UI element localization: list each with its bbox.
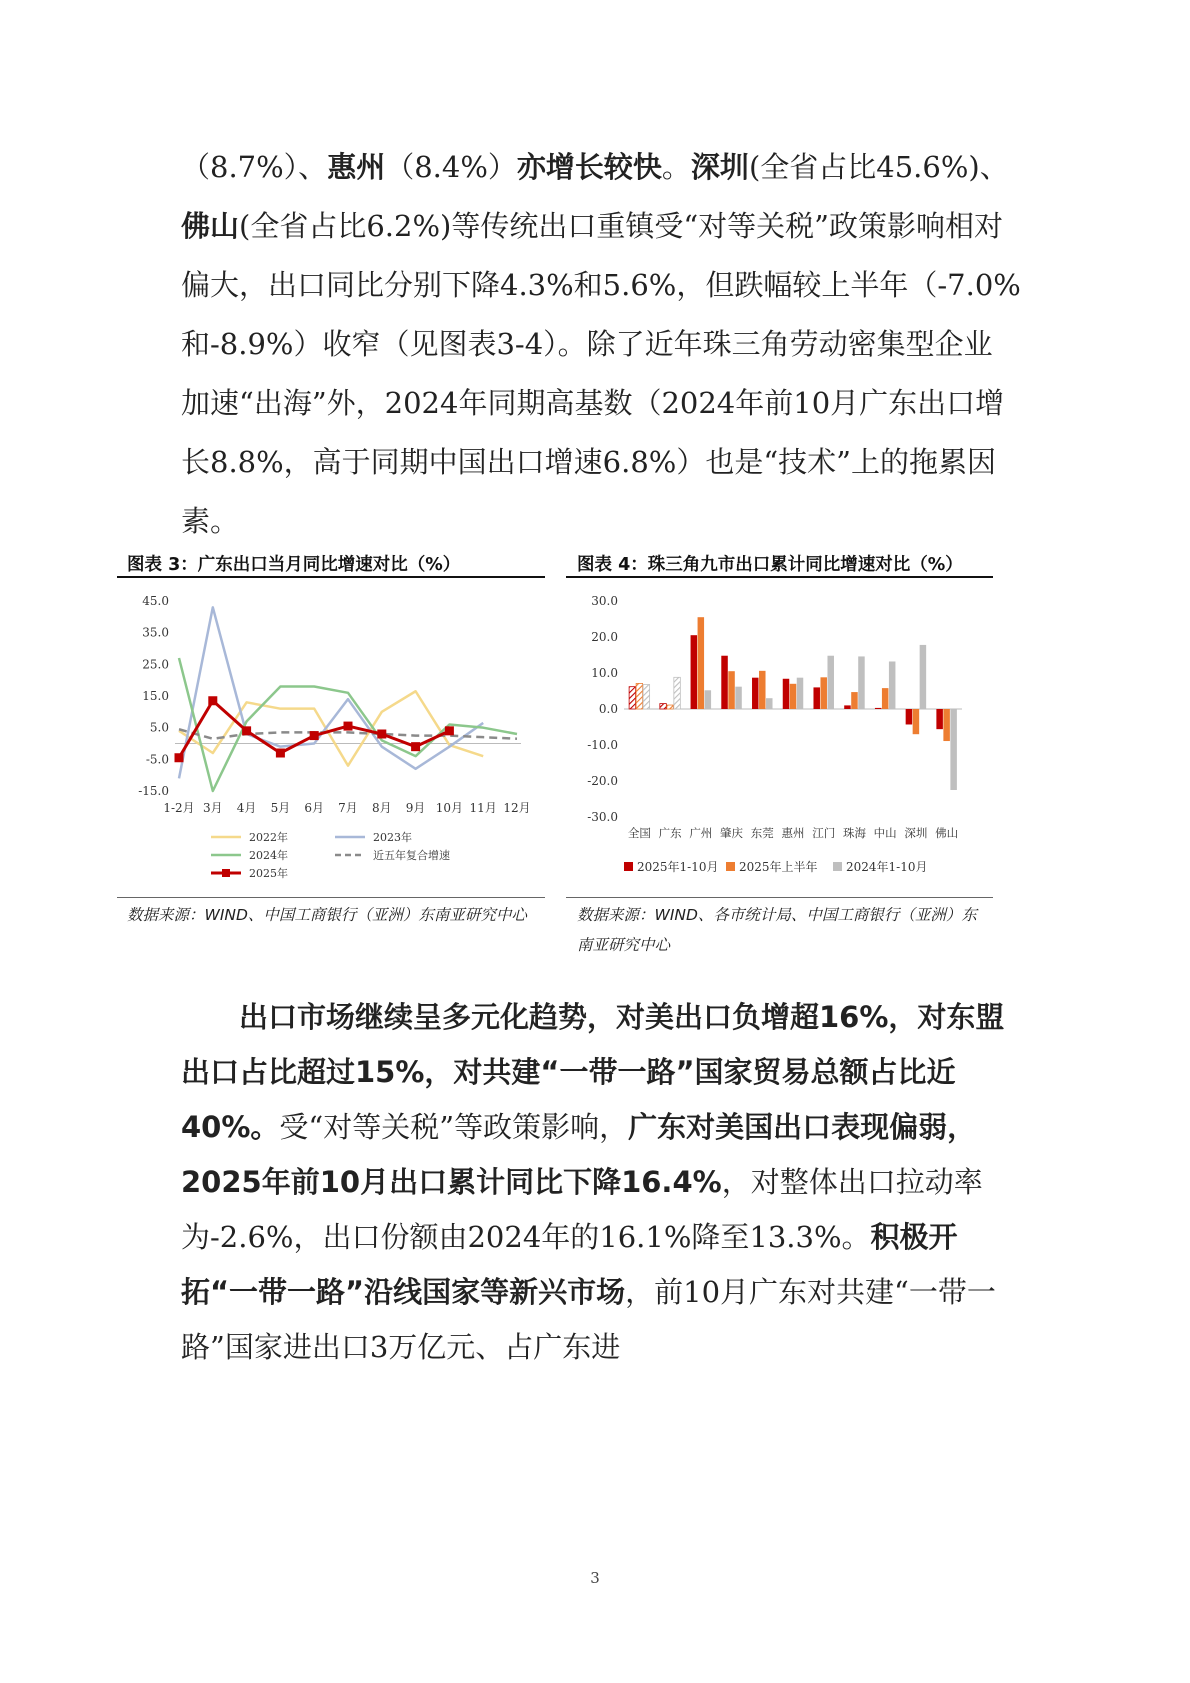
bar <box>674 677 681 709</box>
figure4-top-rule <box>566 576 993 578</box>
legend-label: 2025年1-10月 <box>637 860 719 874</box>
para1-segment: 佛山 <box>181 209 240 243</box>
para2-segment: ，对整体出口拉动率为-2.6%，出口份额由2024年的16.1%降至13.3%。 <box>181 1165 983 1254</box>
x-tick-label: 11月 <box>469 801 497 815</box>
x-tick-label: 4月 <box>236 801 257 815</box>
x-tick-label: 全国 <box>627 826 651 840</box>
figure3-top-rule <box>117 576 545 578</box>
bar <box>882 688 889 709</box>
x-tick-label: 8月 <box>371 801 392 815</box>
paragraph-1 <box>181 138 1021 551</box>
para1-segment: (全省占比6.2%)等传统出口重镇受“对等关税”政策影响相对偏大，出口同比分别下降4.3%和5.6%，但跌幅较上半年（-7.0%和-8.9%）收窄（见图表3-4）。除了近年珠三角劳动密集型企业加速“出海”外，2024年同期高基数（2024年前10月广东出口增长8.8%，高于同期中国出口增速6.8%）也是“技术”上的拖累因素。 <box>181 209 1021 538</box>
bar <box>936 709 943 729</box>
y-tick-label: 15.0 <box>142 689 169 703</box>
figure4-bar-chart <box>566 580 993 890</box>
paragraph-2-text <box>181 990 1021 1375</box>
figure4-title: 图表 4：珠三角九市出口累计同比增速对比（%） <box>577 555 963 575</box>
paragraph-1-text <box>181 138 1021 551</box>
para1-segment: （8.4%） <box>385 150 517 184</box>
bar <box>660 704 667 709</box>
bar <box>950 709 957 790</box>
y-tick-label: 5.0 <box>149 720 169 735</box>
legend-label: 2022年 <box>249 831 288 844</box>
bar <box>643 685 650 709</box>
x-tick-label: 5月 <box>270 801 291 815</box>
bar <box>851 692 858 709</box>
bar <box>766 698 773 709</box>
bar <box>629 687 636 709</box>
x-tick-label: 广东 <box>658 826 682 840</box>
series-point <box>175 753 184 762</box>
para1-segment: （8.7%）、 <box>181 150 328 184</box>
legend-label: 2024年1-10月 <box>846 860 928 874</box>
y-tick-label: -20.0 <box>587 774 618 788</box>
x-tick-label: 惠州 <box>781 826 805 840</box>
bar <box>790 684 797 709</box>
series-point <box>411 742 420 751</box>
x-tick-label: 12月 <box>503 801 531 815</box>
bar <box>667 705 674 709</box>
bar <box>691 635 698 709</box>
y-tick-label: -5.0 <box>145 752 169 767</box>
series-point <box>208 696 217 705</box>
x-tick-label: 7月 <box>338 801 358 815</box>
bar <box>797 678 804 709</box>
legend-swatch <box>833 862 842 871</box>
x-tick-label: 中山 <box>873 826 897 840</box>
figure3-bottom-rule <box>117 897 545 898</box>
y-tick-label: 0.0 <box>598 702 618 716</box>
figure3-title: 图表 3：广东出口当月同比增速对比（%） <box>127 555 461 575</box>
bar <box>906 709 913 724</box>
page-number: 3 <box>590 1569 600 1587</box>
y-tick-label: 25.0 <box>142 657 169 672</box>
legend-label: 2025年 <box>249 867 288 880</box>
bar <box>721 656 728 709</box>
legend-marker <box>222 869 230 877</box>
bar <box>889 661 896 709</box>
series-point <box>310 731 319 740</box>
y-tick-label: -30.0 <box>587 810 618 824</box>
x-tick-label: 广州 <box>689 826 713 840</box>
para2-segment: 出口市场继续呈多元化趋势，对美出口负增超16%，对东盟出口占比超过15%，对共建“一带一路”国家贸易总额占比近40%。 <box>181 1000 1005 1144</box>
y-tick-label: 30.0 <box>591 594 618 608</box>
legend-label: 2025年上半年 <box>739 860 818 874</box>
bar <box>858 656 865 709</box>
para1-segment: 。 <box>661 150 691 184</box>
y-tick-label: -10.0 <box>587 738 618 752</box>
bar <box>752 678 759 709</box>
para1-segment: 亦增长较快 <box>516 150 662 184</box>
figure4-source: 数据来源：WIND、各市统计局、中国工商银行（亚洲）东南亚研究中心 <box>577 906 977 954</box>
legend-swatch <box>726 862 735 871</box>
para2-segment: 广东对美国出口表现偏弱，2025年前10月出口累计同比下降16.4% <box>181 1110 977 1199</box>
para2-segment: ，前10月广东对共建“一带一路”国家进出口3万亿元、占广东进 <box>181 1275 996 1364</box>
bar <box>813 687 820 709</box>
x-tick-label: 肇庆 <box>720 826 744 840</box>
bar <box>920 645 927 709</box>
legend-label: 2023年 <box>373 831 412 844</box>
figure4-bottom-rule <box>566 897 993 898</box>
y-tick-label: -15.0 <box>138 784 169 798</box>
bar <box>636 683 643 709</box>
para2-segment: 积极开拓“一带一路”沿线国家等新兴市场 <box>181 1220 958 1309</box>
bar <box>943 709 950 741</box>
y-tick-label: 35.0 <box>142 625 169 640</box>
paragraph-2 <box>181 990 1021 1375</box>
bar <box>820 677 827 709</box>
x-tick-label: 3月 <box>202 801 223 815</box>
x-tick-label: 10月 <box>435 801 464 815</box>
series-line-1 <box>179 607 483 778</box>
x-tick-label: 江门 <box>812 826 836 840</box>
x-tick-label: 6月 <box>304 801 325 815</box>
bar <box>875 708 882 709</box>
legend-label: 2024年 <box>249 849 288 862</box>
para1-segment: 深圳 <box>690 150 749 184</box>
bar <box>728 671 735 709</box>
x-tick-label: 佛山 <box>935 826 959 840</box>
x-tick-label: 深圳 <box>904 826 928 840</box>
para1-segment: 惠州 <box>327 150 386 184</box>
series-point <box>242 726 251 735</box>
figure3-source: 数据来源：WIND、中国工商银行（亚洲）东南亚研究中心 <box>127 906 527 924</box>
x-tick-label: 珠海 <box>842 826 866 840</box>
x-tick-label: 1-2月 <box>163 801 195 815</box>
bar <box>705 690 712 709</box>
bar <box>913 709 920 734</box>
bar <box>783 679 790 709</box>
legend-swatch <box>624 862 633 871</box>
series-point <box>276 749 285 758</box>
bar <box>698 617 705 709</box>
x-tick-label: 东莞 <box>750 826 774 840</box>
bar <box>844 705 851 709</box>
x-tick-label: 9月 <box>405 801 426 815</box>
series-point <box>445 726 454 735</box>
figure3-line-chart <box>117 580 545 890</box>
series-point <box>377 730 386 739</box>
y-tick-label: 10.0 <box>591 666 618 680</box>
y-tick-label: 45.0 <box>142 594 169 608</box>
bar <box>759 671 766 709</box>
legend-label: 近五年复合增速 <box>373 849 450 862</box>
series-point <box>344 722 353 731</box>
bar <box>827 656 834 709</box>
y-tick-label: 20.0 <box>591 630 618 644</box>
para1-segment: (全省占比45.6%)、 <box>748 150 1009 184</box>
para2-segment: 受“对等关税”等政策影响， <box>279 1110 629 1144</box>
bar <box>735 687 742 709</box>
